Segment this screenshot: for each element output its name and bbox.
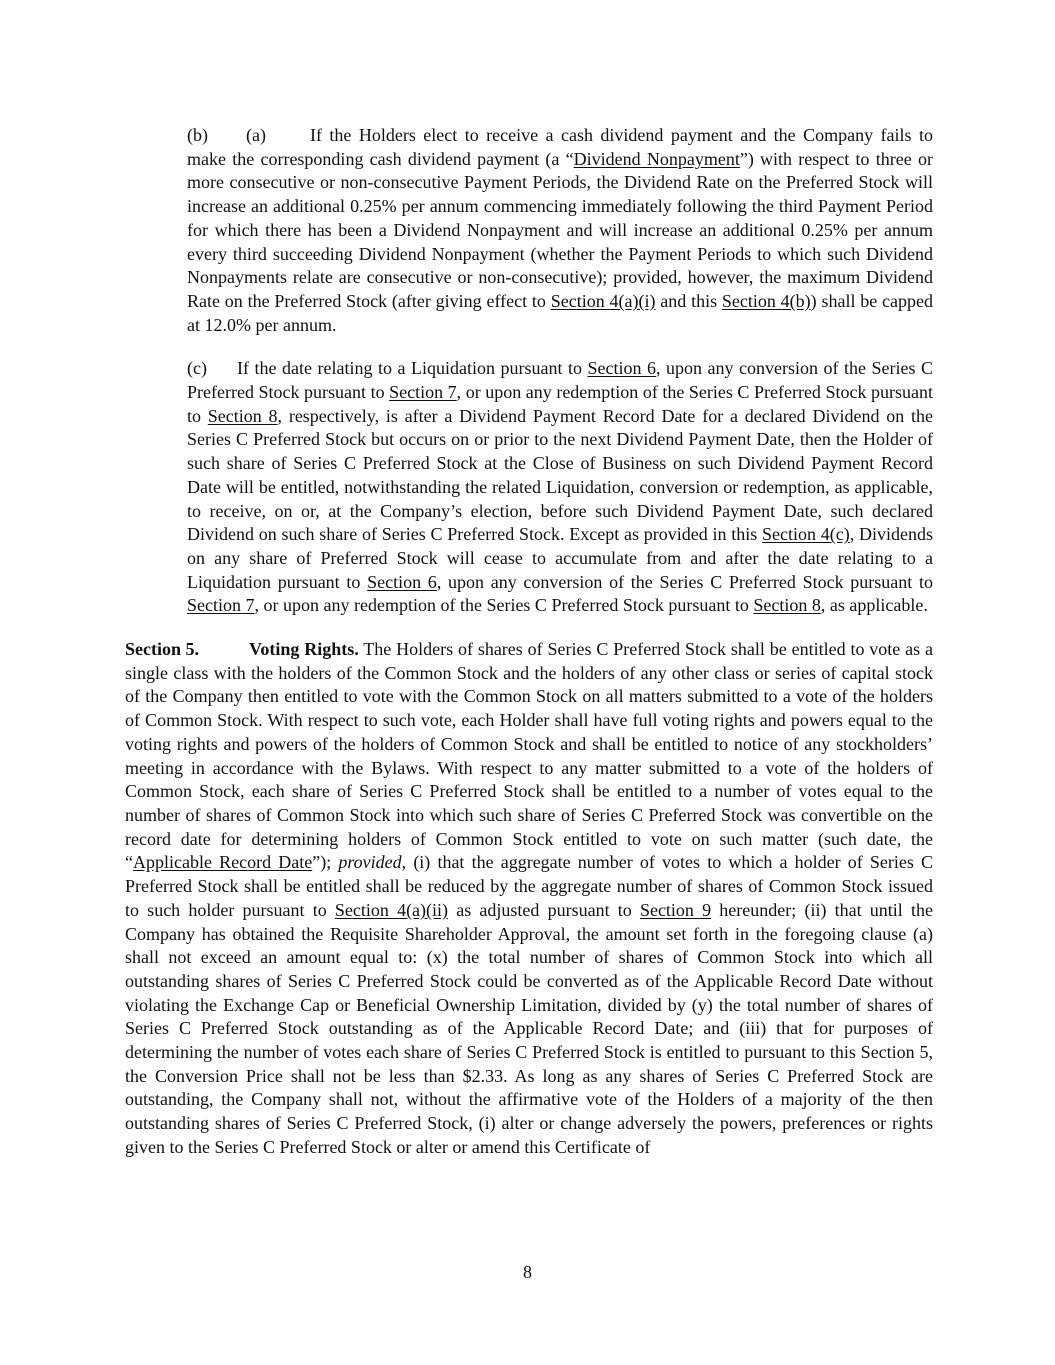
section-reference: Section 7 — [389, 382, 457, 403]
paragraph-b — [125, 124, 933, 337]
text: , Dividends on any share of Preferred Stock will cease to accumulate from and after the date relating to a Liquidation pursuant to — [187, 524, 934, 592]
section-reference: Section 8 — [207, 405, 278, 426]
section-reference: Section 9 — [639, 899, 712, 920]
section-reference: Section 6 — [587, 358, 656, 379]
section-reference: Section 7 — [187, 595, 255, 616]
document-page — [125, 124, 933, 1160]
text: , as applicable. — [820, 595, 928, 616]
section-reference: Section 4(c) — [762, 524, 850, 545]
text: ”); — [312, 852, 339, 873]
text: ”) with respect to three or more consecutive or non-consecutive Payment Periods, the Dividend Rate on the Preferred Stock will increase an additional 0.25% per annum commencing immediately following the third Payment Period for which there has been a Dividend Nonpayment and will increase an additional 0.25% per annum every third succeeding Dividend Nonpayment (whether the Payment Periods to which such Dividend Nonpayments relate are consecutive or non-consecutive); provided, however, the maximum Dividend Rate on the Preferred Stock (after giving effect to — [187, 148, 933, 311]
provided-term: provided — [338, 852, 402, 873]
page-number: 8 — [523, 1262, 532, 1282]
text: , or upon any redemption of the Series C Preferred Stock pursuant to — [254, 595, 754, 616]
text: The Holders of shares of Series C Preferred Stock shall be entitled to vote as a single class with the holders of the Common Stock and the holders of any other class or series of capital stock of the Company then entitled to vote with the Common Stock on all matters submitted to a vote of the holders of Common Stock. With respect to such vote, each Holder shall have full voting rights and powers equal to the voting rights and powers of the holders of Common Stock and shall be entitled to notice of any stockholders’ meeting in accordance with the Bylaws. With respect to any matter submitted to a vote of the holders of Common Stock, each share of Series C Preferred Stock shall be entitled to a number of votes equal to the number of shares of Common Stock into which such share of Series C Preferred Stock was convertible on the record date for determining holders of Common Stock entitled to vote on such matter (such date, the “ — [125, 639, 933, 873]
text: as adjusted pursuant to — [448, 899, 640, 920]
label-b: (b) — [187, 125, 208, 145]
section-reference: Section 4(a)(i) — [550, 290, 656, 311]
defined-term: Dividend Nonpayment — [573, 148, 740, 169]
section-number: Section 5. — [125, 639, 199, 660]
section-heading: Voting Rights. — [249, 639, 359, 660]
text: hereunder; (ii) that until the Company has obtained the Requisite Shareholder Approval, the amount set forth in the foregoing clause (a) shall not exceed an amount equal to: (x) the total number of shares of Common Stock into which all outstanding shares of Series C Preferred Stock could be converted as of the Applicable Record Date without violating the Exchange Cap or Beneficial Ownership Limitation, divided by (y) the total number of shares of Series C Preferred Stock outstanding as of the Applicable Record Date; and (iii) that for purposes of determining the number of votes each share of Series C Preferred Stock is entitled to pursuant to this Section 5, the Conversion Price shall not be less than $2.33. As long as any shares of Series C Preferred Stock are outstanding, the Company shall not, without the affirmative vote of the Holders of a majority of the then outstanding shares of Series C Preferred Stock, (i) alter or change adversely the powers, preferences or rights given to the Series C Preferred Stock or alter or amend this Certificate of — [125, 899, 933, 1157]
label-a: (a) — [246, 125, 266, 145]
text: If the date relating to a Liquidation pursuant to — [237, 358, 588, 379]
paragraph-c — [125, 357, 933, 618]
text: , or upon any redemption of the Series C Preferred Stock pursuant to — [187, 382, 934, 426]
text: , (i) that the aggregate number of votes to which a holder of Series C Preferred Stock shall be entitled shall be reduced by the aggregate number of shares of Common Stock issued to such holder pursuant to — [125, 852, 933, 920]
text: and this — [655, 290, 722, 311]
defined-term: Applicable Record Date — [133, 852, 313, 873]
section-reference: Section 4(b) — [721, 290, 811, 311]
label-c: (c) — [187, 358, 207, 379]
section-reference: Section 8 — [753, 595, 821, 616]
text: If the Holders elect to receive a cash dividend payment and the Company fails to make the corresponding cash dividend payment (a “ — [187, 125, 933, 169]
text: ) shall be capped at 12.0% per annum. — [187, 290, 933, 335]
section-reference: Section 4(a)(ii) — [334, 899, 449, 920]
text: , upon any conversion of the Series C Preferred Stock pursuant to — [436, 571, 933, 592]
section-reference: Section 6 — [367, 571, 437, 592]
text: , respectively, is after a Dividend Payment Record Date for a declared Dividend on the Series C Preferred Stock but occurs on or prior to the next Dividend Payment Date, then the Holder of such share of Series C Preferred Stock at the Close of Business on such Dividend Payment Record Date will be entitled, notwithstanding the related Liquidation, conversion or redemption, as applicable, to receive, on or, at the Company’s election, before such Dividend Payment Date, such declared Dividend on such share of Series C Preferred Stock. Except as provided in this — [187, 405, 933, 545]
text: , upon any conversion of the Series C Preferred Stock pursuant to — [187, 358, 933, 403]
section-5 — [125, 638, 933, 1159]
